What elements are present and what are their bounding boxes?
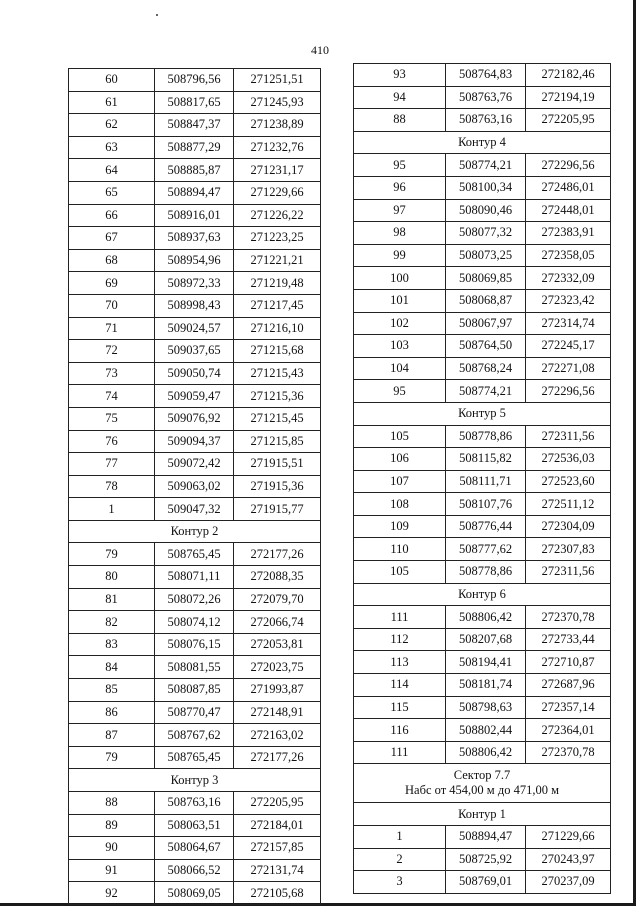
coordinates-table-right — [353, 63, 611, 894]
x-coordinate-cell: 508111,71 — [446, 470, 526, 493]
point-number-cell: 88 — [69, 792, 155, 815]
table-row — [354, 470, 611, 493]
table-row — [69, 453, 321, 476]
section-header-line: Набс от 454,00 м до 471,00 м — [405, 783, 559, 798]
table-row — [354, 871, 611, 894]
table-row — [354, 244, 611, 267]
y-coordinate-cell: 272307,83 — [526, 538, 611, 561]
section-header — [354, 402, 611, 425]
x-coordinate-cell: 508776,44 — [446, 515, 526, 538]
x-coordinate-cell: 508972,33 — [155, 272, 234, 295]
x-coordinate-cell: 508770,47 — [155, 701, 234, 724]
point-number-cell: 1 — [69, 498, 155, 521]
section-header — [69, 769, 321, 792]
x-coordinate-cell: 508063,51 — [155, 814, 234, 837]
x-coordinate-cell: 508077,32 — [446, 222, 526, 245]
point-number-cell: 101 — [354, 289, 446, 312]
table-row — [354, 674, 611, 697]
x-coordinate-cell: 508763,16 — [446, 109, 526, 132]
table-row — [69, 746, 321, 769]
table-row — [354, 741, 611, 764]
table-row — [69, 204, 321, 227]
y-coordinate-cell: 271251,51 — [234, 69, 321, 92]
y-coordinate-cell: 272358,05 — [526, 244, 611, 267]
y-coordinate-cell: 271217,45 — [234, 294, 321, 317]
x-coordinate-cell: 508725,92 — [446, 848, 526, 871]
x-coordinate-cell: 508076,15 — [155, 633, 234, 656]
point-number-cell: 85 — [69, 679, 155, 702]
point-number-cell: 102 — [354, 312, 446, 335]
section-header — [354, 764, 611, 803]
section-header — [354, 803, 611, 826]
y-coordinate-cell: 272357,14 — [526, 696, 611, 719]
x-coordinate-cell: 508778,86 — [446, 425, 526, 448]
y-coordinate-cell: 272182,46 — [526, 64, 611, 87]
table-row — [69, 114, 321, 137]
point-number-cell: 88 — [354, 109, 446, 132]
point-number-cell: 83 — [69, 633, 155, 656]
x-coordinate-cell: 508798,63 — [446, 696, 526, 719]
section-header-row — [354, 402, 611, 425]
x-coordinate-cell: 508777,62 — [446, 538, 526, 561]
table-row — [69, 633, 321, 656]
section-header-line: Контур 2 — [170, 524, 219, 539]
point-number-cell: 110 — [354, 538, 446, 561]
point-number-cell: 105 — [354, 561, 446, 584]
section-header-line: Контур 3 — [170, 772, 219, 787]
y-coordinate-cell: 272383,91 — [526, 222, 611, 245]
point-number-cell: 113 — [354, 651, 446, 674]
x-coordinate-cell: 509072,42 — [155, 453, 234, 476]
point-number-cell: 93 — [354, 64, 446, 87]
table-row — [69, 724, 321, 747]
table-row — [69, 792, 321, 815]
table-row — [69, 249, 321, 272]
y-coordinate-cell: 272710,87 — [526, 651, 611, 674]
table-row — [69, 430, 321, 453]
point-number-cell: 73 — [69, 362, 155, 385]
y-coordinate-cell: 272053,81 — [234, 633, 321, 656]
x-coordinate-cell: 508074,12 — [155, 611, 234, 634]
point-number-cell: 70 — [69, 294, 155, 317]
table-row — [69, 588, 321, 611]
page-number: 410 — [311, 43, 329, 57]
y-coordinate-cell: 272194,19 — [526, 86, 611, 109]
y-coordinate-cell: 272323,42 — [526, 289, 611, 312]
x-coordinate-cell: 509037,65 — [155, 340, 234, 363]
point-number-cell: 111 — [354, 741, 446, 764]
point-number-cell: 61 — [69, 91, 155, 114]
point-number-cell: 95 — [354, 154, 446, 177]
y-coordinate-cell: 272105,68 — [234, 882, 321, 905]
table-row — [354, 515, 611, 538]
table-row — [69, 136, 321, 159]
table-row — [69, 701, 321, 724]
x-coordinate-cell: 508778,86 — [446, 561, 526, 584]
section-header-row — [69, 769, 321, 792]
x-coordinate-cell: 508069,85 — [446, 267, 526, 290]
point-number-cell: 112 — [354, 628, 446, 651]
y-coordinate-cell: 272079,70 — [234, 588, 321, 611]
x-coordinate-cell: 508885,87 — [155, 159, 234, 182]
x-coordinate-cell: 508806,42 — [446, 606, 526, 629]
table-row — [69, 181, 321, 204]
x-coordinate-cell: 508767,62 — [155, 724, 234, 747]
point-number-cell: 76 — [69, 430, 155, 453]
x-coordinate-cell: 508796,56 — [155, 69, 234, 92]
table-row — [354, 538, 611, 561]
table-row — [69, 837, 321, 860]
point-number-cell: 75 — [69, 407, 155, 430]
y-coordinate-cell: 272364,01 — [526, 719, 611, 742]
point-number-cell: 111 — [354, 606, 446, 629]
y-coordinate-cell: 272205,95 — [526, 109, 611, 132]
x-coordinate-cell: 508769,01 — [446, 871, 526, 894]
point-number-cell: 74 — [69, 385, 155, 408]
point-number-cell: 64 — [69, 159, 155, 182]
y-coordinate-cell: 272733,44 — [526, 628, 611, 651]
table-row — [69, 679, 321, 702]
point-number-cell: 115 — [354, 696, 446, 719]
table-row — [69, 294, 321, 317]
point-number-cell: 80 — [69, 566, 155, 589]
x-coordinate-cell: 508817,65 — [155, 91, 234, 114]
point-number-cell: 89 — [69, 814, 155, 837]
table-row — [69, 882, 321, 905]
x-coordinate-cell: 508894,47 — [155, 181, 234, 204]
x-coordinate-cell: 508764,50 — [446, 335, 526, 358]
table-row — [69, 814, 321, 837]
table-row — [354, 696, 611, 719]
x-coordinate-cell: 508954,96 — [155, 249, 234, 272]
table-row — [354, 628, 611, 651]
x-coordinate-cell: 508763,16 — [155, 792, 234, 815]
table-row — [69, 362, 321, 385]
x-coordinate-cell: 509059,47 — [155, 385, 234, 408]
x-coordinate-cell: 508064,67 — [155, 837, 234, 860]
x-coordinate-cell: 508072,26 — [155, 588, 234, 611]
y-coordinate-cell: 272148,91 — [234, 701, 321, 724]
y-coordinate-cell: 272511,12 — [526, 493, 611, 516]
table-row — [354, 312, 611, 335]
y-coordinate-cell: 272271,08 — [526, 357, 611, 380]
x-coordinate-cell: 508115,82 — [446, 448, 526, 471]
y-coordinate-cell: 272486,01 — [526, 176, 611, 199]
point-number-cell: 1 — [354, 826, 446, 849]
point-number-cell: 103 — [354, 335, 446, 358]
y-coordinate-cell: 271229,66 — [234, 181, 321, 204]
y-coordinate-cell: 271215,36 — [234, 385, 321, 408]
table-row — [69, 159, 321, 182]
y-coordinate-cell: 271219,48 — [234, 272, 321, 295]
point-number-cell: 91 — [69, 859, 155, 882]
table-row — [354, 335, 611, 358]
point-number-cell: 63 — [69, 136, 155, 159]
point-number-cell: 109 — [354, 515, 446, 538]
section-header-line: Контур 1 — [458, 806, 506, 821]
y-coordinate-cell: 272296,56 — [526, 380, 611, 403]
x-coordinate-cell: 508916,01 — [155, 204, 234, 227]
x-coordinate-cell: 508765,45 — [155, 543, 234, 566]
point-number-cell: 66 — [69, 204, 155, 227]
table-row — [69, 317, 321, 340]
x-coordinate-cell: 508068,87 — [446, 289, 526, 312]
point-number-cell: 87 — [69, 724, 155, 747]
table-row — [354, 176, 611, 199]
table-row — [354, 109, 611, 132]
section-header — [69, 520, 321, 543]
table-row — [69, 227, 321, 250]
point-number-cell: 95 — [354, 380, 446, 403]
y-coordinate-cell: 272311,56 — [526, 561, 611, 584]
table-row — [354, 425, 611, 448]
section-header-line: Сектор 7.7 — [453, 768, 511, 783]
y-coordinate-cell: 271915,36 — [234, 475, 321, 498]
point-number-cell: 97 — [354, 199, 446, 222]
table-row — [354, 64, 611, 87]
y-coordinate-cell: 271221,21 — [234, 249, 321, 272]
y-coordinate-cell: 272088,35 — [234, 566, 321, 589]
point-number-cell: 3 — [354, 871, 446, 894]
point-number-cell: 92 — [69, 882, 155, 905]
y-coordinate-cell: 271993,87 — [234, 679, 321, 702]
x-coordinate-cell: 508087,85 — [155, 679, 234, 702]
x-coordinate-cell: 509047,32 — [155, 498, 234, 521]
point-number-cell: 106 — [354, 448, 446, 471]
section-header-line: Контур 6 — [458, 586, 506, 601]
y-coordinate-cell: 272157,85 — [234, 837, 321, 860]
point-number-cell: 98 — [354, 222, 446, 245]
table-row — [354, 826, 611, 849]
y-coordinate-cell: 272177,26 — [234, 543, 321, 566]
table-row — [69, 69, 321, 92]
point-number-cell: 72 — [69, 340, 155, 363]
x-coordinate-cell: 508090,46 — [446, 199, 526, 222]
y-coordinate-cell: 271215,45 — [234, 407, 321, 430]
point-number-cell: 79 — [69, 746, 155, 769]
point-number-cell: 82 — [69, 611, 155, 634]
x-coordinate-cell: 508877,29 — [155, 136, 234, 159]
table-row — [354, 448, 611, 471]
y-coordinate-cell: 271229,66 — [526, 826, 611, 849]
point-number-cell: 71 — [69, 317, 155, 340]
y-coordinate-cell: 272370,78 — [526, 606, 611, 629]
table-row — [69, 859, 321, 882]
table-row — [354, 222, 611, 245]
x-coordinate-cell: 508181,74 — [446, 674, 526, 697]
x-coordinate-cell: 508774,21 — [446, 154, 526, 177]
table-row — [354, 493, 611, 516]
point-number-cell: 116 — [354, 719, 446, 742]
x-coordinate-cell: 508081,55 — [155, 656, 234, 679]
x-coordinate-cell: 508937,63 — [155, 227, 234, 250]
point-number-cell: 68 — [69, 249, 155, 272]
y-coordinate-cell: 271915,77 — [234, 498, 321, 521]
table-row — [69, 407, 321, 430]
point-number-cell: 99 — [354, 244, 446, 267]
table-row — [69, 656, 321, 679]
x-coordinate-cell: 508806,42 — [446, 741, 526, 764]
x-coordinate-cell: 508847,37 — [155, 114, 234, 137]
table-row — [354, 289, 611, 312]
y-coordinate-cell: 272163,02 — [234, 724, 321, 747]
x-coordinate-cell: 508764,83 — [446, 64, 526, 87]
table-row — [69, 272, 321, 295]
x-coordinate-cell: 508194,41 — [446, 651, 526, 674]
y-coordinate-cell: 271915,51 — [234, 453, 321, 476]
section-header-row — [354, 131, 611, 154]
y-coordinate-cell: 271223,25 — [234, 227, 321, 250]
y-coordinate-cell: 270237,09 — [526, 871, 611, 894]
point-number-cell: 107 — [354, 470, 446, 493]
y-coordinate-cell: 271238,89 — [234, 114, 321, 137]
table-row — [354, 606, 611, 629]
point-number-cell: 96 — [354, 176, 446, 199]
x-coordinate-cell: 509076,92 — [155, 407, 234, 430]
y-coordinate-cell: 271245,93 — [234, 91, 321, 114]
y-coordinate-cell: 272184,01 — [234, 814, 321, 837]
x-coordinate-cell: 508107,76 — [446, 493, 526, 516]
point-number-cell: 79 — [69, 543, 155, 566]
y-coordinate-cell: 272536,03 — [526, 448, 611, 471]
y-coordinate-cell: 272332,09 — [526, 267, 611, 290]
x-coordinate-cell: 508894,47 — [446, 826, 526, 849]
x-coordinate-cell: 508207,68 — [446, 628, 526, 651]
x-coordinate-cell: 508774,21 — [446, 380, 526, 403]
y-coordinate-cell: 271226,22 — [234, 204, 321, 227]
x-coordinate-cell: 508067,97 — [446, 312, 526, 335]
table-row — [354, 267, 611, 290]
y-coordinate-cell: 272687,96 — [526, 674, 611, 697]
point-number-cell: 100 — [354, 267, 446, 290]
y-coordinate-cell: 272448,01 — [526, 199, 611, 222]
y-coordinate-cell: 272205,95 — [234, 792, 321, 815]
point-number-cell: 65 — [69, 181, 155, 204]
x-coordinate-cell: 508071,11 — [155, 566, 234, 589]
y-coordinate-cell: 271216,10 — [234, 317, 321, 340]
section-header-row — [354, 764, 611, 803]
table-row — [69, 543, 321, 566]
scan-speck — [156, 14, 158, 16]
y-coordinate-cell: 271215,85 — [234, 430, 321, 453]
section-header-row — [69, 520, 321, 543]
table-row — [69, 340, 321, 363]
table-row — [354, 719, 611, 742]
x-coordinate-cell: 509063,02 — [155, 475, 234, 498]
x-coordinate-cell: 508802,44 — [446, 719, 526, 742]
table-row — [69, 611, 321, 634]
y-coordinate-cell: 271215,68 — [234, 340, 321, 363]
y-coordinate-cell: 271231,17 — [234, 159, 321, 182]
section-header — [354, 131, 611, 154]
y-coordinate-cell: 272245,17 — [526, 335, 611, 358]
point-number-cell: 84 — [69, 656, 155, 679]
table-row — [354, 848, 611, 871]
section-header — [354, 583, 611, 606]
point-number-cell: 67 — [69, 227, 155, 250]
x-coordinate-cell: 508765,45 — [155, 746, 234, 769]
point-number-cell: 2 — [354, 848, 446, 871]
coordinates-table-left — [68, 68, 321, 905]
y-coordinate-cell: 272177,26 — [234, 746, 321, 769]
point-number-cell: 62 — [69, 114, 155, 137]
table-row — [69, 475, 321, 498]
table-row — [69, 385, 321, 408]
y-coordinate-cell: 272311,56 — [526, 425, 611, 448]
point-number-cell: 104 — [354, 357, 446, 380]
y-coordinate-cell: 272370,78 — [526, 741, 611, 764]
point-number-cell: 78 — [69, 475, 155, 498]
y-coordinate-cell: 270243,97 — [526, 848, 611, 871]
y-coordinate-cell: 271232,76 — [234, 136, 321, 159]
section-header-line: Контур 5 — [458, 406, 506, 421]
section-header-row — [354, 803, 611, 826]
y-coordinate-cell: 272023,75 — [234, 656, 321, 679]
x-coordinate-cell: 509050,74 — [155, 362, 234, 385]
x-coordinate-cell: 508100,34 — [446, 176, 526, 199]
point-number-cell: 94 — [354, 86, 446, 109]
point-number-cell: 69 — [69, 272, 155, 295]
point-number-cell: 90 — [69, 837, 155, 860]
y-coordinate-cell: 272066,74 — [234, 611, 321, 634]
table-row — [354, 199, 611, 222]
table-row — [354, 357, 611, 380]
y-coordinate-cell: 272304,09 — [526, 515, 611, 538]
y-coordinate-cell: 272314,74 — [526, 312, 611, 335]
y-coordinate-cell: 271215,43 — [234, 362, 321, 385]
x-coordinate-cell: 509024,57 — [155, 317, 234, 340]
y-coordinate-cell: 272131,74 — [234, 859, 321, 882]
x-coordinate-cell: 509094,37 — [155, 430, 234, 453]
x-coordinate-cell: 508763,76 — [446, 86, 526, 109]
y-coordinate-cell: 272523,60 — [526, 470, 611, 493]
x-coordinate-cell: 508073,25 — [446, 244, 526, 267]
table-row — [69, 498, 321, 521]
x-coordinate-cell: 508069,05 — [155, 882, 234, 905]
point-number-cell: 81 — [69, 588, 155, 611]
table-row — [354, 651, 611, 674]
table-row — [354, 380, 611, 403]
point-number-cell: 77 — [69, 453, 155, 476]
point-number-cell: 105 — [354, 425, 446, 448]
table-row — [69, 91, 321, 114]
x-coordinate-cell: 508066,52 — [155, 859, 234, 882]
point-number-cell: 86 — [69, 701, 155, 724]
table-row — [354, 86, 611, 109]
table-row — [69, 566, 321, 589]
y-coordinate-cell: 272296,56 — [526, 154, 611, 177]
point-number-cell: 114 — [354, 674, 446, 697]
table-row — [354, 561, 611, 584]
point-number-cell: 108 — [354, 493, 446, 516]
x-coordinate-cell: 508998,43 — [155, 294, 234, 317]
table-row — [354, 154, 611, 177]
section-header-line: Контур 4 — [458, 135, 506, 150]
section-header-row — [354, 583, 611, 606]
point-number-cell: 60 — [69, 69, 155, 92]
x-coordinate-cell: 508768,24 — [446, 357, 526, 380]
